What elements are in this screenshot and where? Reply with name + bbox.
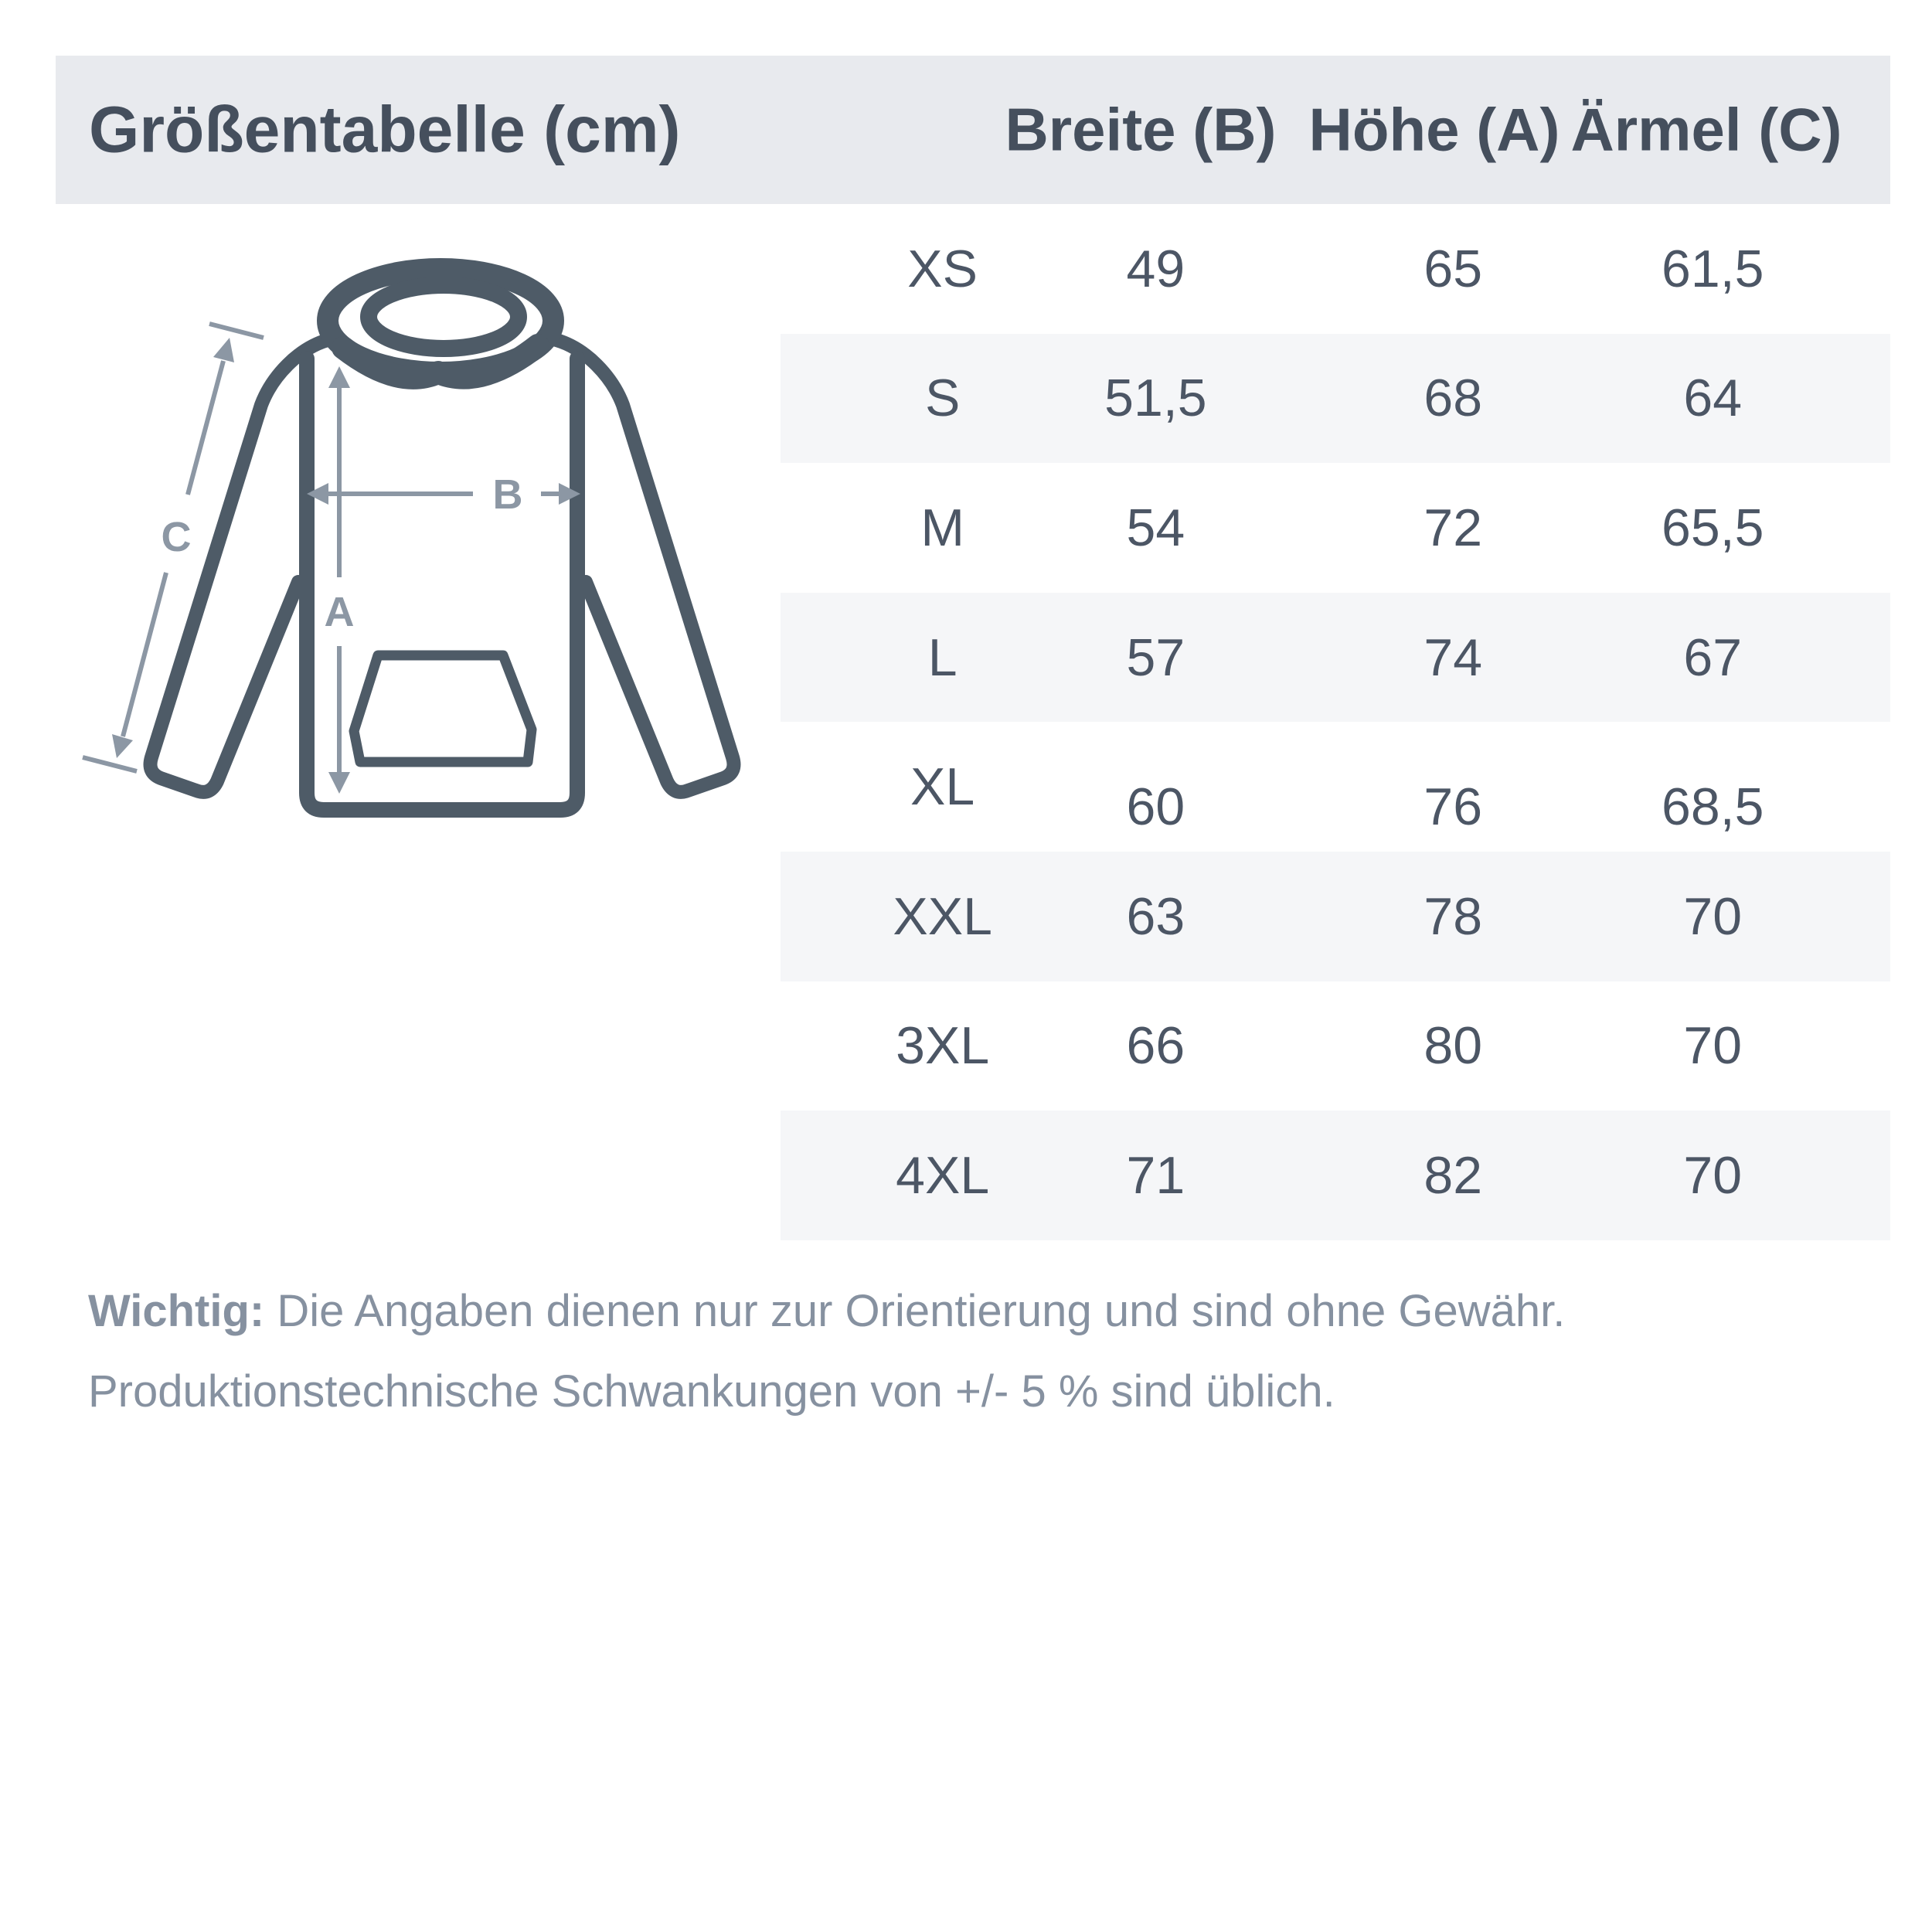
page-title: Größentabelle (cm): [89, 93, 681, 166]
breite-value: 54: [1126, 498, 1185, 557]
breite-value: 63: [1126, 886, 1185, 946]
hoehe-value: 72: [1423, 498, 1483, 557]
dimension-label-a: A: [324, 589, 355, 635]
aermel-value: 68,5: [1662, 777, 1764, 837]
footer-line-1-text: Die Angaben dienen nur zur Orientierung und sind ohne Gewähr.: [264, 1286, 1566, 1336]
aermel-value: 70: [1683, 1016, 1743, 1076]
hoehe-value: 65: [1423, 239, 1483, 298]
size-label: 3XL: [896, 1016, 990, 1076]
column-header-breite: Breite (B): [1005, 95, 1277, 164]
hoehe-value: 76: [1423, 777, 1483, 837]
aermel-value: 70: [1683, 1145, 1743, 1205]
size-label: M: [920, 498, 964, 557]
breite-value: 57: [1126, 628, 1185, 687]
column-header-hoehe: Höhe (A): [1308, 95, 1560, 164]
breite-value: 51,5: [1104, 369, 1207, 428]
size-label: S: [924, 369, 961, 428]
column-header-aermel: Ärmel (C): [1570, 95, 1842, 164]
hoehe-value: 68: [1423, 369, 1483, 428]
footer-line-2: Produktionstechnische Schwankungen von +/- 5 % sind üblich.: [88, 1366, 1335, 1417]
footer-line-1: [88, 1271, 1858, 1352]
table-row-s: [781, 334, 1890, 464]
footer-important-label: Wichtig:: [88, 1286, 265, 1336]
hoehe-value: 74: [1423, 628, 1483, 687]
size-label: 4XL: [896, 1145, 990, 1205]
hoehe-value: 78: [1423, 886, 1483, 946]
table-row-4xl: [781, 1111, 1890, 1240]
table-row-xs: [781, 204, 1890, 334]
header-band: [56, 56, 1890, 204]
hoodie-outline-icon: [151, 259, 734, 810]
hoehe-value: 80: [1423, 1016, 1483, 1076]
breite-value: 71: [1126, 1145, 1185, 1205]
hoehe-value: 82: [1423, 1145, 1483, 1205]
aermel-value: 64: [1683, 369, 1743, 428]
size-label: XL: [910, 757, 975, 817]
size-label: XXL: [893, 886, 992, 946]
aermel-value: 65,5: [1662, 498, 1764, 557]
hood-inner-ring-icon: [369, 285, 519, 349]
pocket-icon: [354, 655, 532, 762]
aermel-value: 61,5: [1662, 239, 1764, 298]
size-label: L: [927, 628, 957, 687]
footer-note: [88, 1271, 1858, 1432]
breite-value: 49: [1126, 239, 1185, 298]
size-label: XS: [907, 239, 978, 298]
aermel-value: 67: [1683, 628, 1743, 687]
breite-value: 66: [1126, 1016, 1185, 1076]
table-row-3xl: [781, 981, 1890, 1111]
dimension-label-b: B: [492, 471, 523, 518]
dimension-label-c: C: [161, 514, 192, 560]
breite-value: 60: [1126, 777, 1185, 837]
table-row-xxl: [781, 852, 1890, 981]
aermel-value: 70: [1683, 886, 1743, 946]
table-row-xl: [781, 722, 1890, 852]
table-row-l: [781, 593, 1890, 723]
hoodie-measurement-diagram-icon: [70, 251, 750, 827]
table-row-m: [781, 463, 1890, 593]
size-table: [781, 204, 1890, 1240]
